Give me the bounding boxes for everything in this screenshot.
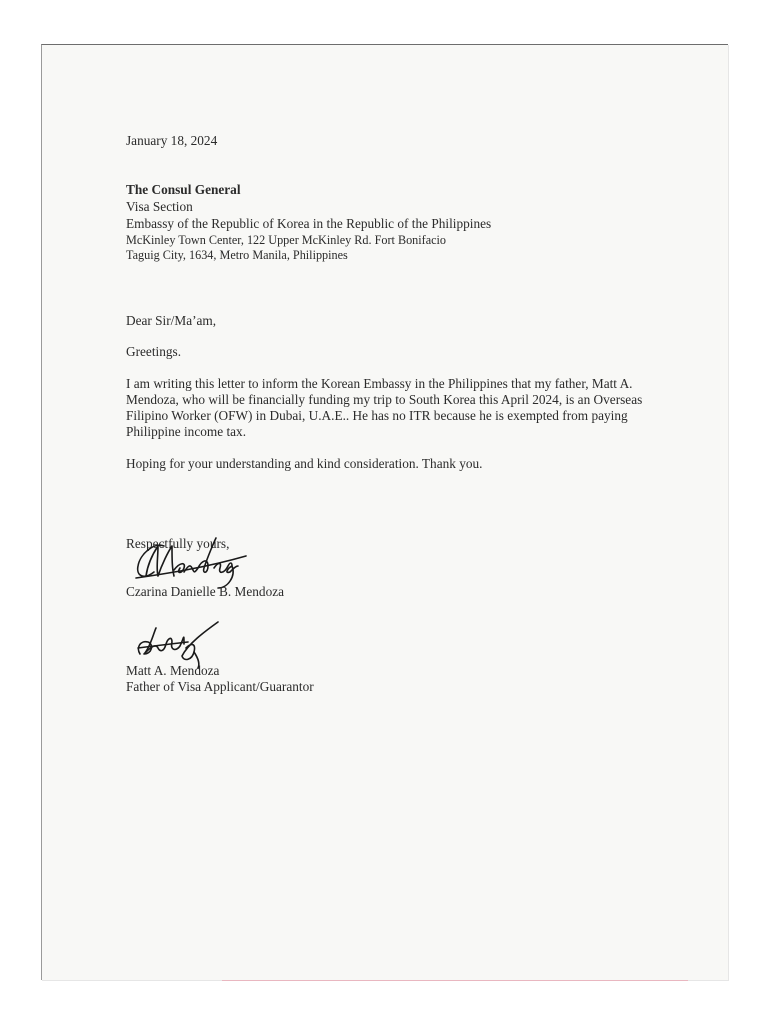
body-line: Philippine income tax.	[126, 424, 247, 439]
closing-line: Hoping for your understanding and kind consideration. Thank you.	[126, 456, 483, 471]
recipient-address-line2: Taguig City, 1634, Metro Manila, Philippines	[126, 248, 348, 262]
signatory2-role: Father of Visa Applicant/Guarantor	[126, 679, 314, 694]
signatory2-name: Matt A. Mendoza	[126, 663, 220, 678]
body-line: Mendoza, who will be financially funding my trip to South Korea this April 2024, is an Overseas	[126, 392, 643, 407]
signatory1-name: Czarina Danielle B. Mendoza	[126, 584, 285, 599]
page-edge	[222, 980, 688, 981]
salutation: Dear Sir/Ma’am,	[126, 313, 217, 328]
recipient-embassy: Embassy of the Republic of Korea in the Republic of the Philippines	[126, 216, 492, 231]
recipient-title: The Consul General	[126, 182, 241, 197]
recipient-section: Visa Section	[126, 199, 193, 214]
complimentary-close: Respectfully yours,	[126, 536, 230, 551]
greeting: Greetings.	[126, 344, 182, 359]
body-line: Filipino Worker (OFW) in Dubai, U.A.E.. He has no ITR because he is exempted from paying	[126, 408, 628, 423]
body-line: I am writing this letter to inform the Korean Embassy in the Philippines that my father, Matt A.	[126, 376, 633, 391]
recipient-address-line1: McKinley Town Center, 122 Upper McKinley Rd. Fort Bonifacio	[126, 233, 446, 247]
letter-date: January 18, 2024	[126, 133, 218, 148]
